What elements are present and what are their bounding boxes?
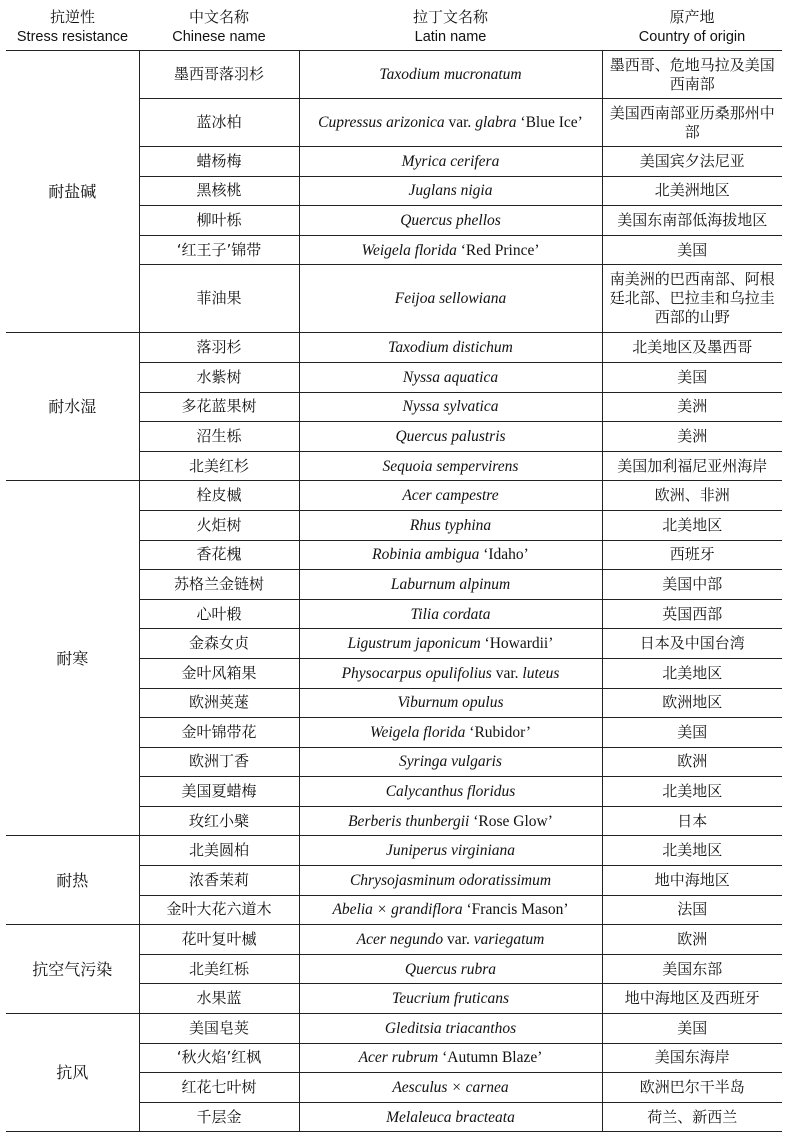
latin-cultivar: ‘Francis Mason’	[462, 901, 569, 919]
header-chinese-name: 中文名称 Chinese name	[139, 4, 299, 51]
origin-cell: 欧洲	[602, 747, 782, 777]
latin-cultivar: ‘Autumn Blaze’	[438, 1049, 543, 1067]
latin-genus-species: Weigela florida	[361, 241, 457, 259]
origin-cell: 西班牙	[602, 540, 782, 570]
latin-genus-species: Rhus typhina	[409, 516, 492, 534]
chinese-name-cell: 红花七叶树	[139, 1073, 299, 1103]
latin-genus-species: Robinia ambigua	[372, 546, 480, 564]
latin-name-cell	[299, 540, 602, 570]
stress-group-label: 抗风	[6, 1014, 139, 1132]
latin-name-cell	[299, 954, 602, 984]
latin-rank-marker: var.	[443, 931, 474, 949]
chinese-name-cell: 水果蓝	[139, 984, 299, 1014]
chinese-name-cell: 金叶锦带花	[139, 718, 299, 748]
latin-genus-species: Acer negundo	[356, 931, 444, 949]
latin-name-cell	[299, 866, 602, 896]
origin-cell: 荷兰、新西兰	[602, 1102, 782, 1132]
latin-name-cell	[299, 1043, 602, 1073]
latin-genus-species: Nyssa aquatica	[402, 368, 499, 386]
chinese-name-cell: 千层金	[139, 1102, 299, 1132]
origin-cell: 美洲	[602, 392, 782, 422]
latin-rank-marker: var.	[491, 664, 523, 682]
latin-genus-species: Laburnum alpinum	[390, 575, 511, 593]
origin-cell: 北美洲地区	[602, 176, 782, 206]
origin-cell: 地中海地区	[602, 866, 782, 896]
latin-name-cell	[299, 176, 602, 206]
latin-genus-species: Quercus palustris	[395, 427, 506, 445]
latin-cultivar: ‘Rose Glow’	[469, 812, 553, 830]
origin-cell: 美国东部	[602, 954, 782, 984]
origin-cell: 欧洲地区	[602, 688, 782, 718]
latin-name-cell	[299, 688, 602, 718]
chinese-name-cell: 蓝冰柏	[139, 99, 299, 147]
latin-name-cell	[299, 206, 602, 236]
table-body	[6, 51, 782, 1132]
latin-genus-species: Feijoa sellowiana	[394, 290, 507, 308]
chinese-name-cell: 墨西哥落羽杉	[139, 51, 299, 99]
chinese-name-cell: 欧洲丁香	[139, 747, 299, 777]
stress-group-label: 耐水湿	[6, 333, 139, 481]
origin-cell: 北美地区	[602, 510, 782, 540]
table-row	[6, 925, 782, 955]
origin-cell: 北美地区及墨西哥	[602, 333, 782, 363]
chinese-name-cell: 香花槐	[139, 540, 299, 570]
origin-cell: 美国	[602, 235, 782, 265]
chinese-name-cell: 美国夏蜡梅	[139, 777, 299, 807]
origin-cell: 美国东海岸	[602, 1043, 782, 1073]
stress-group-label: 耐寒	[6, 481, 139, 836]
latin-infraspecific-epithet: luteus	[522, 664, 560, 682]
latin-name-cell	[299, 806, 602, 836]
stress-group-label: 抗空气污染	[6, 925, 139, 1014]
latin-cultivar: ‘Howardii’	[480, 635, 554, 653]
latin-name-cell	[299, 362, 602, 392]
origin-cell: 欧洲巴尔干半岛	[602, 1073, 782, 1103]
table-row	[6, 836, 782, 866]
latin-name-cell	[299, 392, 602, 422]
origin-cell: 日本及中国台湾	[602, 629, 782, 659]
chinese-name-cell: 美国皂荚	[139, 1014, 299, 1044]
origin-cell: 法国	[602, 895, 782, 925]
latin-genus-species: Abelia × grandiflora	[332, 901, 463, 919]
chinese-name-cell: 北美红栎	[139, 954, 299, 984]
latin-genus-species: Weigela florida	[369, 723, 466, 741]
chinese-name-cell: 北美圆柏	[139, 836, 299, 866]
latin-genus-species: Sequoia sempervirens	[382, 457, 519, 475]
latin-genus-species: Quercus rubra	[404, 960, 497, 978]
latin-name-cell	[299, 510, 602, 540]
chinese-name-cell: 蜡杨梅	[139, 147, 299, 177]
table-header-row	[6, 4, 782, 51]
latin-name-cell	[299, 599, 602, 629]
latin-genus-species: Syringa vulgaris	[399, 753, 502, 771]
table-row	[6, 51, 782, 99]
chinese-name-cell: 苏格兰金链树	[139, 570, 299, 600]
latin-name-cell	[299, 333, 602, 363]
latin-name-cell	[299, 629, 602, 659]
chinese-name-cell: 欧洲荚蒾	[139, 688, 299, 718]
latin-name-cell	[299, 235, 602, 265]
latin-genus-species: Physocarpus opulifolius	[341, 664, 492, 682]
latin-name-cell	[299, 1073, 602, 1103]
latin-infraspecific-epithet: glabra	[475, 114, 517, 131]
latin-name-cell	[299, 451, 602, 481]
origin-cell: 美国中部	[602, 570, 782, 600]
latin-name-cell	[299, 481, 602, 511]
origin-cell: 美国西南部亚历桑那州中部	[602, 99, 782, 147]
latin-genus-species: Viburnum opulus	[397, 694, 504, 712]
stress-group-label: 耐热	[6, 836, 139, 925]
stress-group-label: 耐盐碱	[6, 51, 139, 333]
latin-genus-species: Juglans nigia	[408, 182, 493, 200]
header-stress: 抗逆性 Stress resistance	[6, 4, 139, 51]
latin-genus-species: Gleditsia triacanthos	[384, 1019, 517, 1037]
stress-resistance-table	[6, 4, 782, 1132]
latin-cultivar: ‘Red Prince’	[456, 241, 540, 259]
latin-name-cell	[299, 422, 602, 452]
chinese-name-cell: 浓香茉莉	[139, 866, 299, 896]
latin-genus-species: Acer campestre	[402, 487, 499, 505]
latin-genus-species: Taxodium mucronatum	[379, 66, 522, 83]
origin-cell: 北美地区	[602, 777, 782, 807]
latin-genus-species: Cupressus arizonica	[318, 114, 445, 131]
latin-genus-species: Taxodium distichum	[388, 339, 513, 357]
latin-rank-marker: var.	[444, 114, 476, 131]
latin-name-cell	[299, 747, 602, 777]
chinese-name-cell: 花叶复叶槭	[139, 925, 299, 955]
latin-name-cell	[299, 895, 602, 925]
origin-cell: 美国	[602, 1014, 782, 1044]
chinese-name-cell: 火炬树	[139, 510, 299, 540]
origin-cell: 北美地区	[602, 658, 782, 688]
latin-name-cell	[299, 836, 602, 866]
latin-genus-species: Quercus phellos	[400, 211, 501, 229]
chinese-name-cell: 落羽杉	[139, 333, 299, 363]
latin-cultivar: ‘Blue Ice’	[516, 114, 583, 131]
origin-cell: 美洲	[602, 422, 782, 452]
table-row	[6, 333, 782, 363]
origin-cell: 美国宾夕法尼亚	[602, 147, 782, 177]
latin-genus-species: Berberis thunbergii	[348, 812, 470, 830]
origin-cell: 日本	[602, 806, 782, 836]
latin-name-cell	[299, 99, 602, 147]
latin-infraspecific-epithet: variegatum	[473, 931, 545, 949]
origin-cell: 地中海地区及西班牙	[602, 984, 782, 1014]
latin-genus-species: Nyssa sylvatica	[402, 398, 499, 416]
header-latin-name: 拉丁文名称 Latin name	[299, 4, 602, 51]
chinese-name-cell: ‘红王子’锦带	[139, 235, 299, 265]
chinese-name-cell: 金森女贞	[139, 629, 299, 659]
origin-cell: 北美地区	[602, 836, 782, 866]
latin-name-cell	[299, 718, 602, 748]
chinese-name-cell: 心叶椴	[139, 599, 299, 629]
latin-genus-species: Tilia cordata	[410, 605, 491, 623]
chinese-name-cell: 金叶大花六道木	[139, 895, 299, 925]
latin-name-cell	[299, 984, 602, 1014]
latin-genus-species: Chrysojasminum odoratissimum	[349, 871, 552, 889]
chinese-name-cell: 金叶风箱果	[139, 658, 299, 688]
latin-name-cell	[299, 658, 602, 688]
chinese-name-cell: ‘秋火焰’红枫	[139, 1043, 299, 1073]
latin-genus-species: Ligustrum japonicum	[347, 635, 481, 653]
latin-genus-species: Melaleuca bracteata	[386, 1108, 515, 1126]
latin-genus-species: Calycanthus floridus	[385, 783, 516, 801]
header-origin: 原产地 Country of origin	[602, 4, 782, 51]
latin-name-cell	[299, 570, 602, 600]
chinese-name-cell: 菲油果	[139, 265, 299, 333]
latin-name-cell	[299, 265, 602, 333]
latin-name-cell	[299, 147, 602, 177]
latin-genus-species: Juniperus virginiana	[385, 842, 515, 860]
latin-genus-species: Aesculus × carnea	[392, 1079, 509, 1097]
chinese-name-cell: 水紫树	[139, 362, 299, 392]
origin-cell: 美国	[602, 718, 782, 748]
origin-cell: 英国西部	[602, 599, 782, 629]
table-row	[6, 1014, 782, 1044]
origin-cell: 南美洲的巴西南部、阿根廷北部、巴拉圭和乌拉圭西部的山野	[602, 265, 782, 333]
origin-cell: 欧洲	[602, 925, 782, 955]
origin-cell: 美国东南部低海拔地区	[602, 206, 782, 236]
origin-cell: 欧洲、非洲	[602, 481, 782, 511]
latin-name-cell	[299, 1014, 602, 1044]
latin-name-cell	[299, 1102, 602, 1132]
chinese-name-cell: 黑核桃	[139, 176, 299, 206]
chinese-name-cell: 多花蓝果树	[139, 392, 299, 422]
latin-cultivar: ‘Rubidor’	[465, 723, 532, 741]
origin-cell: 美国	[602, 362, 782, 392]
table-row	[6, 481, 782, 511]
chinese-name-cell: 北美红杉	[139, 451, 299, 481]
chinese-name-cell: 栓皮槭	[139, 481, 299, 511]
latin-genus-species: Myrica cerifera	[401, 152, 500, 170]
latin-genus-species: Teucrium fruticans	[392, 990, 509, 1008]
latin-name-cell	[299, 777, 602, 807]
latin-genus-species: Acer rubrum	[358, 1049, 439, 1067]
origin-cell: 墨西哥、危地马拉及美国西南部	[602, 51, 782, 99]
chinese-name-cell: 沼生栎	[139, 422, 299, 452]
chinese-name-cell: 柳叶栎	[139, 206, 299, 236]
origin-cell: 美国加利福尼亚州海岸	[602, 451, 782, 481]
latin-name-cell	[299, 51, 602, 99]
latin-cultivar: ‘Idaho’	[479, 546, 529, 564]
latin-name-cell	[299, 925, 602, 955]
chinese-name-cell: 玫红小檗	[139, 806, 299, 836]
